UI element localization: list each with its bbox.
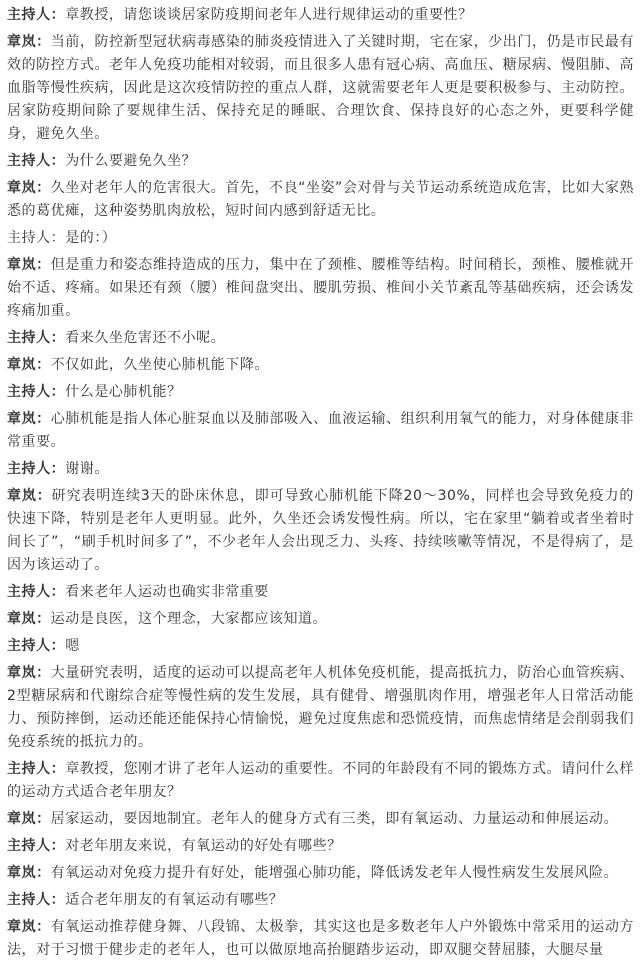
dialogue-paragraph [7,327,634,350]
speaker-colon: ： [50,838,66,854]
speaker-label: 章岚 [7,665,37,681]
dialogue-text: 章教授，您刚才讲了老年人运动的重要性。不同的年龄段有不同的锻炼方式。请问什么样的运动方式适合老年朋友？ [7,761,634,800]
speaker-colon: ： [50,892,66,908]
dialogue-text: 章教授，请您谈谈居家防疫期间老年人进行规律运动的重要性？ [65,7,473,23]
speaker-colon: ： [36,665,51,681]
dialogue-text: 谢谢。 [65,461,109,477]
speaker-colon: ： [50,384,66,400]
dialogue-text: 运动是良医，这个理念，大家都应该知道。 [50,611,328,627]
dialogue-paragraph [7,485,634,577]
speaker-label: 主持人 [7,761,51,777]
dialogue-paragraph [7,662,634,754]
speaker-colon: ： [36,180,51,196]
dialogue-text: 看来老年人运动也确实非常重要 [65,584,269,600]
dialogue-text: 什么是心肺机能？ [65,384,182,400]
dialogue-text: 对老年朋友来说，有氧运动的好处有哪些？ [65,838,342,854]
speaker-colon: ： [50,461,66,477]
speaker-label: 主持人 [7,230,51,246]
dialogue-paragraph [7,354,634,377]
speaker-colon: ： [50,330,66,346]
dialogue-text: 研究表明连续3天的卧床休息，即可导致心肺机能下降20～30%，同样也会导致免疫力的快速下降，特别是老年人更明显。此外，久坐还会诱发慢性病。所以，宅在家里“躺着或者坐着时间长了”，“刷手机时间多了”，不少老年人会出现乏力、头疼、持续咳嗽等情况，不是得病了，是因为该运动了。 [7,488,634,573]
speaker-colon: ： [50,7,66,23]
dialogue-text: 大量研究表明，适度的运动可以提高老年人机体免疫机能，提高抵抗力，防治心血管疾病、2型糖尿病和代谢综合症等慢性病的发生发展，具有健骨、增强肌肉作用，增强老年人日常活动能力、预防摔倒，运动还能还能保持心情愉悦，避免过度焦虑和恐慌疫情，而焦虑情绪是会削弱我们免疫系统的抵抗力的。 [7,665,634,750]
speaker-colon: ： [50,230,66,246]
speaker-label: 主持人 [7,638,51,654]
speaker-label: 主持人 [7,330,51,346]
dialogue-text: 久坐对老年人的危害很大。首先，不良“坐姿”会对骨与关节运动系统造成危害，比如大家熟悉的葛优瘫，这种姿势肌肉放松，短时间内感到舒适无比。 [7,180,634,219]
dialogue-paragraph [7,177,634,223]
dialogue-paragraph [7,808,634,831]
speaker-colon: ： [50,153,66,169]
dialogue-text: 居家运动，要因地制宜。老年人的健身方式有三类，即有氧运动、力量运动和伸展运动。 [50,811,619,827]
dialogue-text: 不仅如此，久坐使心肺机能下降。 [50,357,269,373]
dialogue-text: 心肺机能是指人体心脏泵血以及肺部吸入、血液运输、组织利用氧气的能力，对身体健康非常重要。 [7,411,634,450]
speaker-colon: ： [36,34,51,50]
dialogue-paragraph [7,381,634,404]
speaker-label: 主持人 [7,838,51,854]
speaker-colon: ： [50,638,66,654]
speaker-label: 章岚 [7,180,37,196]
dialogue-paragraph [7,150,634,173]
dialogue-paragraph [7,4,634,27]
speaker-colon: ： [36,488,52,504]
speaker-colon: ： [50,761,66,777]
speaker-colon: ： [36,811,51,827]
dialogue-text: 有氧运动推荐健身舞、八段锦、太极拳，其实这也是多数老年人户外锻炼中常采用的运动方法，对于习惯于健步走的老年人，也可以做原地高抬腿踏步运动，即双腿交替屈膝，大腿尽量 [7,919,634,958]
speaker-colon: ： [36,257,51,273]
dialogue-paragraph [7,758,634,804]
speaker-label: 主持人 [7,461,51,477]
speaker-label: 章岚 [7,488,37,504]
dialogue-paragraph [7,254,634,323]
dialogue-text: 看来久坐危害还不小呢。 [65,330,226,346]
dialogue-paragraph [7,608,634,631]
speaker-label: 章岚 [7,257,37,273]
speaker-label: 主持人 [7,384,51,400]
dialogue-paragraph [7,31,634,146]
dialogue-paragraph [7,227,634,250]
dialogue-text: 为什么要避免久坐？ [65,153,197,169]
dialogue-text: 适合老年朋友的有氧运动有哪些？ [65,892,284,908]
speaker-label: 章岚 [7,411,37,427]
speaker-colon: ： [36,611,51,627]
speaker-label: 章岚 [7,865,37,881]
dialogue-paragraph [7,916,634,962]
speaker-label: 主持人 [7,153,51,169]
speaker-label: 章岚 [7,357,37,373]
speaker-label: 章岚 [7,919,37,935]
speaker-colon: ： [36,357,51,373]
dialogue-paragraph [7,458,634,481]
speaker-colon: ： [36,411,51,427]
dialogue-text: 当前，防控新型冠状病毒感染的肺炎疫情进入了关键时期，宅在家，少出门，仍是市民最有效的防控方式。老年人免疫功能相对较弱，而且很多人患有冠心病、高血压、糖尿病、慢阻肺、高血脂等慢性疾病，因此是这次疫情防控的重点人群，这就需要老年人更是要积极参与、主动防控。居家防疫期间除了要规律生活、保持充足的睡眠、合理饮食、保持良好的心态之外，更要科学健身，避免久坐。 [7,34,634,142]
speaker-label: 章岚 [7,34,37,50]
speaker-label: 主持人 [7,7,51,23]
dialogue-text: 嗯 [65,638,80,654]
speaker-label: 章岚 [7,811,37,827]
dialogue-paragraph [7,581,634,604]
speaker-label: 主持人 [7,892,51,908]
speaker-colon: ： [50,584,66,600]
dialogue-paragraph [7,635,634,658]
dialogue-text: 是的：） [65,230,117,246]
speaker-label: 章岚 [7,611,37,627]
dialogue-paragraph [7,408,634,454]
dialogue-paragraph [7,889,634,912]
dialogue-paragraph [7,835,634,858]
dialogue-paragraph [7,862,634,885]
dialogue-text: 有氧运动对免疫力提升有好处，能增强心肺功能，降低诱发老年人慢性病发生发展风险。 [50,865,619,881]
speaker-colon: ： [36,865,51,881]
speaker-colon: ： [36,919,51,935]
speaker-label: 主持人 [7,584,51,600]
dialogue-text: 但是重力和姿态维持造成的压力，集中在了颈椎、腰椎等结构。时间稍长，颈椎、腰椎就开始不适、疼痛。如果还有颈（腰）椎间盘突出、腰肌劳损、椎间小关节紊乱等基础疾病，还会诱发疼痛加重。 [7,257,634,319]
